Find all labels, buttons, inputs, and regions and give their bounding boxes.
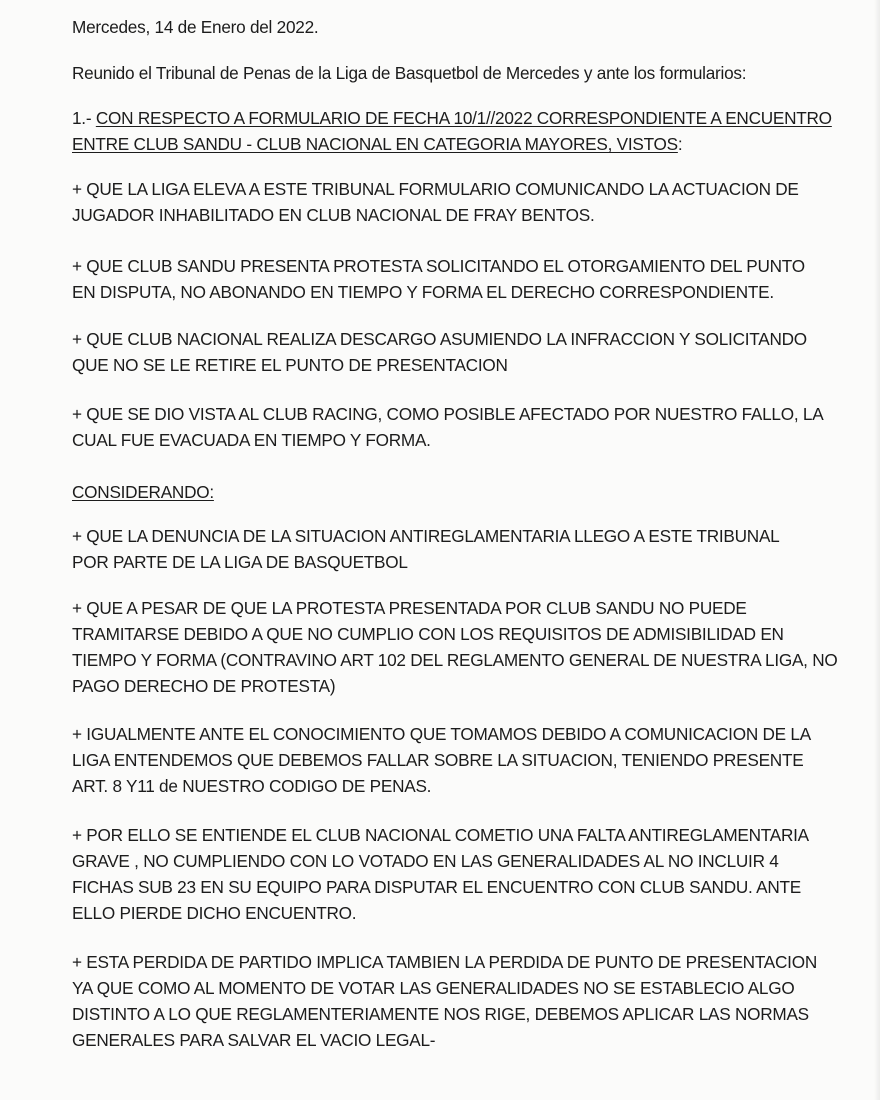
date-line: Mercedes, 14 de Enero del 2022.: [72, 17, 319, 37]
considerando-2-line-3: TIEMPO Y FORMA (CONTRAVINO ART 102 DEL REGLAMENTO GENERAL DE NUESTRA LIGA, NO: [72, 650, 838, 670]
considerando-3-line-2: LIGA ENTENDEMOS QUE DEBEMOS FALLAR SOBRE LA SITUACION, TENIENDO PRESENTE: [72, 750, 804, 770]
intro-paragraph: Reunido el Tribunal de Penas de la Liga de Basquetbol de Mercedes y ante los formularios:: [72, 63, 747, 83]
item1-line1: [72, 107, 832, 129]
considerando-3-line-3: ART. 8 Y11 de NUESTRO CODIGO DE PENAS.: [72, 776, 432, 796]
considerando-5-line-4: GENERALES PARA SALVAR EL VACIO LEGAL-: [72, 1030, 436, 1050]
item1-heading-1: CON RESPECTO A FORMULARIO DE FECHA 10/1//2022 CORRESPONDIENTE A ENCUENTRO: [95, 108, 832, 128]
visto-3-line-1: + QUE CLUB NACIONAL REALIZA DESCARGO ASUMIENDO LA INFRACCION Y SOLICITANDO: [72, 329, 807, 349]
visto-4-line-2: CUAL FUE EVACUADA EN TIEMPO Y FORMA.: [72, 430, 431, 450]
item1-heading-colon: :: [677, 134, 683, 154]
visto-2-line-1: + QUE CLUB SANDU PRESENTA PROTESTA SOLICITANDO EL OTORGAMIENTO DEL PUNTO: [72, 256, 805, 276]
considerando-4-line-4: ELLO PIERDE DICHO ENCUENTRO.: [72, 903, 357, 923]
considerando-2-line-2: TRAMITARSE DEBIDO A QUE NO CUMPLIO CON LOS REQUISITOS DE ADMISIBILIDAD EN: [72, 624, 784, 644]
considerando-1-line-1: + QUE LA DENUNCIA DE LA SITUACION ANTIREGLAMENTARIA LLEGO A ESTE TRIBUNAL: [72, 526, 780, 546]
considerando-2-line-1: + QUE A PESAR DE QUE LA PROTESTA PRESENTADA POR CLUB SANDU NO PUEDE: [72, 598, 747, 618]
considerando-heading: CONSIDERANDO:: [72, 482, 214, 502]
considerando-4-line-1: + POR ELLO SE ENTIENDE EL CLUB NACIONAL COMETIO UNA FALTA ANTIREGLAMENTARIA: [72, 825, 809, 845]
considerando-3-line-1: + IGUALMENTE ANTE EL CONOCIMIENTO QUE TOMAMOS DEBIDO A COMUNICACION DE LA: [72, 724, 811, 744]
page-edge-shadow: [874, 0, 880, 1100]
item1-prefix: 1.-: [72, 108, 96, 128]
considerando-1-line-2: POR PARTE DE LA LIGA DE BASQUETBOL: [72, 552, 408, 572]
visto-3-line-2: QUE NO SE LE RETIRE EL PUNTO DE PRESENTACION: [72, 355, 508, 375]
visto-2-line-2: EN DISPUTA, NO ABONANDO EN TIEMPO Y FORMA EL DERECHO CORRESPONDIENTE.: [72, 282, 774, 302]
considerando-5-line-3: DISTINTO A LO QUE REGLAMENTERIAMENTE NOS RIGE, DEBEMOS APLICAR LAS NORMAS: [72, 1004, 809, 1024]
considerando-4-line-3: FICHAS SUB 23 EN SU EQUIPO PARA DISPUTAR EL ENCUENTRO CON CLUB SANDU. ANTE: [72, 877, 801, 897]
visto-4-line-1: + QUE SE DIO VISTA AL CLUB RACING, COMO POSIBLE AFECTADO POR NUESTRO FALLO, LA: [72, 404, 824, 424]
visto-1-line-2: JUGADOR INHABILITADO EN CLUB NACIONAL DE FRAY BENTOS.: [72, 205, 595, 225]
item1-line2: [72, 133, 682, 155]
considerando-5-line-1: + ESTA PERDIDA DE PARTIDO IMPLICA TAMBIEN LA PERDIDA DE PUNTO DE PRESENTACION: [72, 952, 817, 972]
considerando-2-line-4: PAGO DERECHO DE PROTESTA): [72, 676, 336, 696]
item1-heading-2: ENTRE CLUB SANDU - CLUB NACIONAL EN CATEGORIA MAYORES, VISTOS: [72, 134, 678, 154]
considerando-5-line-2: YA QUE COMO AL MOMENTO DE VOTAR LAS GENERALIDADES NO SE ESTABLECIO ALGO: [72, 978, 795, 998]
considerando-4-line-2: GRAVE , NO CUMPLIENDO CON LO VOTADO EN LAS GENERALIDADES AL NO INCLUIR 4: [72, 851, 779, 871]
visto-1-line-1: + QUE LA LIGA ELEVA A ESTE TRIBUNAL FORMULARIO COMUNICANDO LA ACTUACION DE: [72, 179, 799, 199]
